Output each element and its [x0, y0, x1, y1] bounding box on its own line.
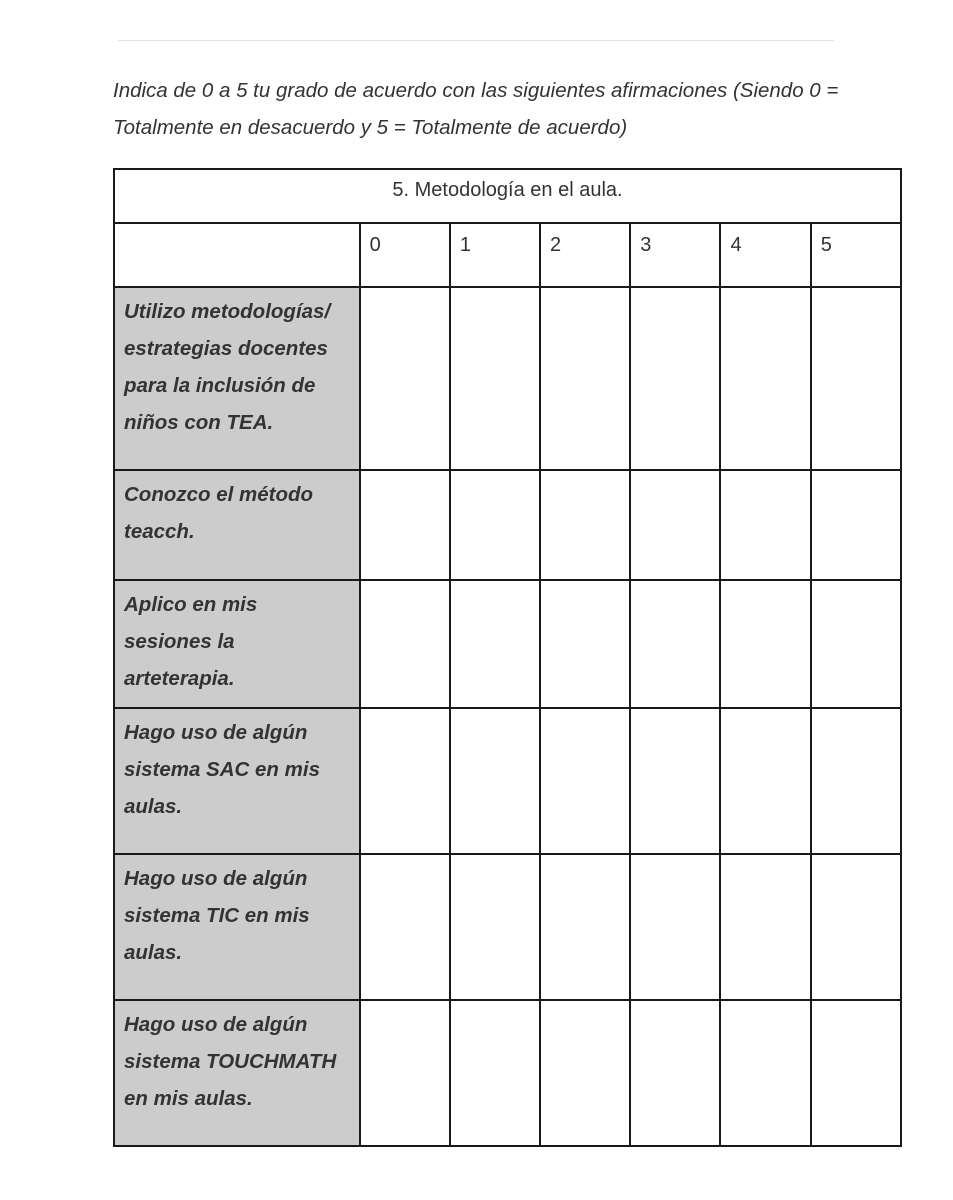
rating-cell-3[interactable]	[630, 287, 720, 470]
rating-cell-1[interactable]	[450, 1000, 540, 1146]
statement-label: Aplico en mis sesiones la arteterapia.	[114, 580, 360, 708]
rating-cell-5[interactable]	[811, 580, 901, 708]
rating-cell-0[interactable]	[360, 470, 450, 580]
section-title: 5. Metodología en el aula.	[114, 169, 901, 223]
rating-cell-3[interactable]	[630, 580, 720, 708]
table-row	[114, 1000, 901, 1146]
rating-cell-3[interactable]	[630, 854, 720, 1000]
rating-cell-3[interactable]	[630, 1000, 720, 1146]
scale-label-3: 3	[630, 223, 720, 287]
rating-cell-4[interactable]	[720, 287, 810, 470]
rating-cell-1[interactable]	[450, 470, 540, 580]
rating-cell-5[interactable]	[811, 708, 901, 854]
rating-cell-1[interactable]	[450, 580, 540, 708]
table-row	[114, 287, 901, 470]
section-title-row	[114, 169, 901, 223]
rating-cell-1[interactable]	[450, 287, 540, 470]
rating-cell-4[interactable]	[720, 470, 810, 580]
statement-label: Hago uso de algún sistema TIC en mis aulas.	[114, 854, 360, 1000]
statement-label: Hago uso de algún sistema TOUCHMATH en mis aulas.	[114, 1000, 360, 1146]
rating-cell-2[interactable]	[540, 470, 630, 580]
rating-cell-1[interactable]	[450, 708, 540, 854]
rating-cell-0[interactable]	[360, 1000, 450, 1146]
rating-cell-4[interactable]	[720, 580, 810, 708]
rating-cell-1[interactable]	[450, 854, 540, 1000]
methodology-rating-table	[113, 168, 902, 1147]
statement-label: Conozco el método teacch.	[114, 470, 360, 580]
scale-label-0: 0	[360, 223, 450, 287]
scale-label-4: 4	[720, 223, 810, 287]
instructions-text: Indica de 0 a 5 tu grado de acuerdo con las siguientes afirmaciones (Siendo 0 = Totalmente en desacuerdo y 5 = Totalmente de acuerdo)	[113, 79, 839, 139]
scale-header-row	[114, 223, 901, 287]
top-divider	[118, 40, 834, 41]
table-row	[114, 708, 901, 854]
rating-cell-3[interactable]	[630, 470, 720, 580]
rating-cell-4[interactable]	[720, 854, 810, 1000]
rating-cell-2[interactable]	[540, 854, 630, 1000]
rating-cell-3[interactable]	[630, 708, 720, 854]
rating-cell-0[interactable]	[360, 708, 450, 854]
scale-label-1: 1	[450, 223, 540, 287]
rating-cell-5[interactable]	[811, 287, 901, 470]
scale-header-corner	[114, 223, 360, 287]
statement-label: Hago uso de algún sistema SAC en mis aulas.	[114, 708, 360, 854]
rating-cell-5[interactable]	[811, 1000, 901, 1146]
table-row	[114, 580, 901, 708]
scale-label-5: 5	[811, 223, 901, 287]
rating-cell-4[interactable]	[720, 708, 810, 854]
scale-label-2: 2	[540, 223, 630, 287]
table-row	[114, 854, 901, 1000]
statement-label: Utilizo metodologías/ estrategias docentes para la inclusión de niños con TEA.	[114, 287, 360, 470]
rating-cell-0[interactable]	[360, 580, 450, 708]
rating-cell-2[interactable]	[540, 287, 630, 470]
rating-cell-2[interactable]	[540, 708, 630, 854]
rating-cell-0[interactable]	[360, 854, 450, 1000]
rating-cell-5[interactable]	[811, 470, 901, 580]
rating-cell-5[interactable]	[811, 854, 901, 1000]
rating-cell-4[interactable]	[720, 1000, 810, 1146]
rating-cell-2[interactable]	[540, 580, 630, 708]
table-row	[114, 470, 901, 580]
rating-cell-2[interactable]	[540, 1000, 630, 1146]
rating-cell-0[interactable]	[360, 287, 450, 470]
